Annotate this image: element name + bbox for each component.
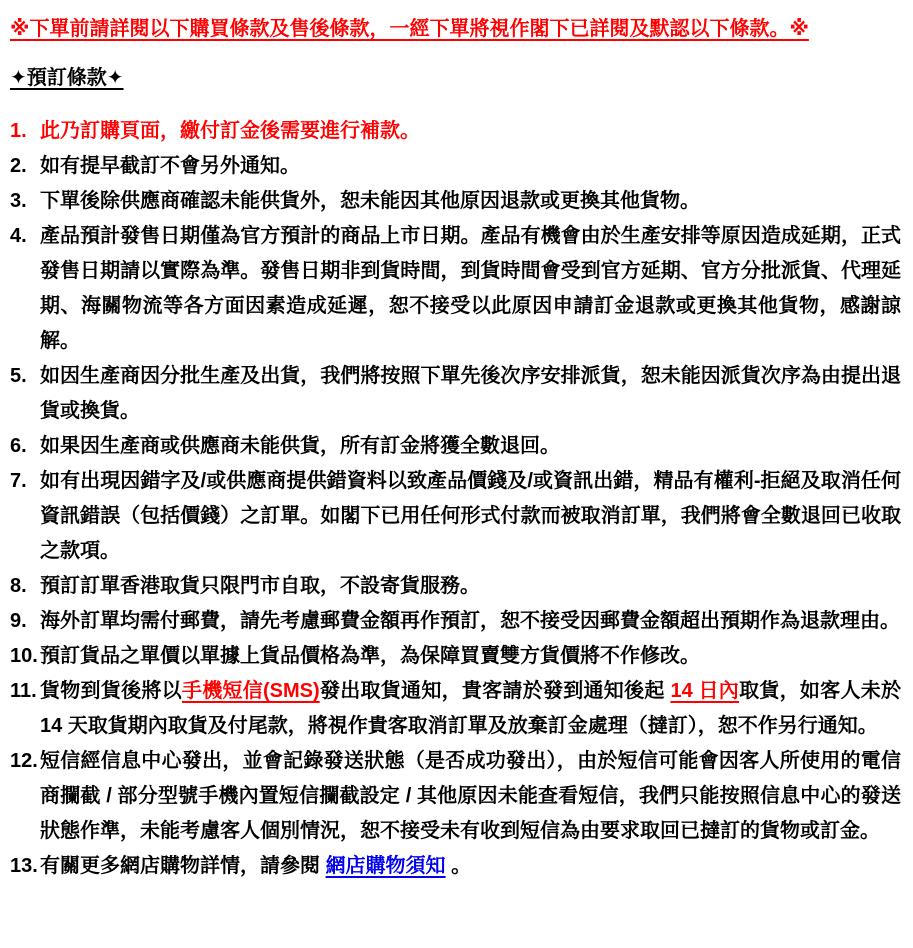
- term-text-segment: 短信經信息中心發出，並會記錄發送狀態（是否成功發出），由於短信可能會因客人所使用的電信商攔截 / 部分型號手機內置短信攔截設定 / 其他原因未能查看短信，我們只能按照信息中心的發送狀態作準，未能考慮客人個別情況，恕不接受未有收到短信為由要求取回已撻訂的貨物或訂金。: [40, 750, 901, 842]
- term-text-segment: 預訂訂單香港取貨只限門市自取，不設寄貨服務。: [40, 575, 480, 597]
- term-item-11: [10, 674, 901, 744]
- page-title: ※下單前請詳閱以下購買條款及售後條款，一經下單將視作閣下已詳閱及默認以下條款。※: [10, 18, 809, 40]
- term-number: 6.: [10, 435, 27, 457]
- term-text-segment: 發出取貨通知，貴客請於發到通知後起: [319, 680, 671, 702]
- term-text-segment: 有關更多網店購物詳情，請參閱: [40, 855, 326, 877]
- term-text: [40, 674, 901, 744]
- term-text: [40, 429, 901, 464]
- term-text-segment: 如有提早截訂不會另外通知。: [40, 155, 300, 177]
- term-text-segment: 產品預計發售日期僅為官方預計的商品上市日期。產品有機會由於生產安排等原因造成延期，正式發售日期請以實際為準。發售日期非到貨時間，到貨時間會受到官方延期、官方分批派貨、代理延期、海關物流等各方面因素造成延遲，恕不接受以此原因申請訂金退款或更換其他貨物，感謝諒解。: [40, 225, 901, 352]
- term-text: [40, 184, 901, 219]
- term-text-segment: 如因生產商因分批生產及出貨，我們將按照下單先後次序安排派貨，恕未能因派貨次序為由提出退貨或換貨。: [40, 365, 901, 422]
- term-text: [40, 114, 901, 149]
- term-item-8: [10, 569, 901, 604]
- term-item-6: [10, 429, 901, 464]
- term-text-segment: 此乃訂購頁面，繳付訂金後需要進行補款。: [40, 120, 420, 142]
- term-item-12: [10, 744, 901, 849]
- term-number: 8.: [10, 575, 27, 597]
- section-header-preorder-terms: ✦預訂條款✦: [10, 67, 124, 89]
- term-number: 9.: [10, 610, 27, 632]
- term-number: 5.: [10, 365, 27, 387]
- term-text-segment: 下單後除供應商確認未能供貨外，恕未能因其他原因退款或更換其他貨物。: [40, 190, 700, 212]
- term-item-7: [10, 464, 901, 569]
- term-text-segment: 如果因生產商或供應商未能供貨，所有訂金將獲全數退回。: [40, 435, 560, 457]
- term-text: [40, 464, 901, 569]
- term-number: 10.: [10, 645, 38, 667]
- term-text: [40, 849, 901, 884]
- term-number: 13.: [10, 855, 38, 877]
- term-text: [40, 569, 901, 604]
- term-item-13: [10, 849, 901, 884]
- term-item-1: [10, 114, 901, 149]
- store-shopping-guide-link[interactable]: 網店購物須知: [325, 855, 446, 877]
- term-text-segment: 海外訂單均需付郵費，請先考慮郵費金額再作預訂，恕不接受因郵費金額超出預期作為退款理由。: [40, 610, 900, 632]
- term-text-segment: 預訂貨品之單價以單據上貨品價格為準，為保障買賣雙方貨價將不作修改。: [40, 645, 700, 667]
- term-text: [40, 604, 901, 639]
- term-text-segment: 取貨，如客人未於 14 天取貨期內取貨及付尾款，將視作貴客取消訂單及放棄訂金處理（撻訂），恕不作另行通知。: [40, 680, 901, 737]
- term-number: 11.: [10, 680, 37, 702]
- term-text-segment: 如有出現因錯字及/或供應商提供錯資料以致產品價錢及/或資訊出錯，精品有權利-拒絕及取消任何資訊錯誤（包括價錢）之訂單。如閣下已用任何形式付款而被取消訂單，我們將會全數退回已收取之款項。: [40, 470, 901, 562]
- term-text: [40, 744, 901, 849]
- term-text-segment: 。: [445, 855, 472, 877]
- term-number: 4.: [10, 225, 27, 247]
- pickup-deadline-highlight: 14 日內: [670, 680, 740, 702]
- term-item-9: [10, 604, 901, 639]
- term-number: 12.: [10, 750, 38, 772]
- term-number: 1.: [10, 120, 27, 142]
- term-number: 3.: [10, 190, 27, 212]
- sms-highlight: 手機短信(SMS): [181, 680, 320, 702]
- term-number: 7.: [10, 470, 27, 492]
- term-text: [40, 219, 901, 359]
- term-item-3: [10, 184, 901, 219]
- term-text: [40, 359, 901, 429]
- term-item-4: [10, 219, 901, 359]
- term-number: 2.: [10, 155, 27, 177]
- term-item-5: [10, 359, 901, 429]
- terms-list: [10, 114, 901, 884]
- term-text-segment: 貨物到貨後將以: [40, 680, 182, 702]
- term-item-10: [10, 639, 901, 674]
- term-text: [40, 639, 901, 674]
- term-item-2: [10, 149, 901, 184]
- term-text: [40, 149, 901, 184]
